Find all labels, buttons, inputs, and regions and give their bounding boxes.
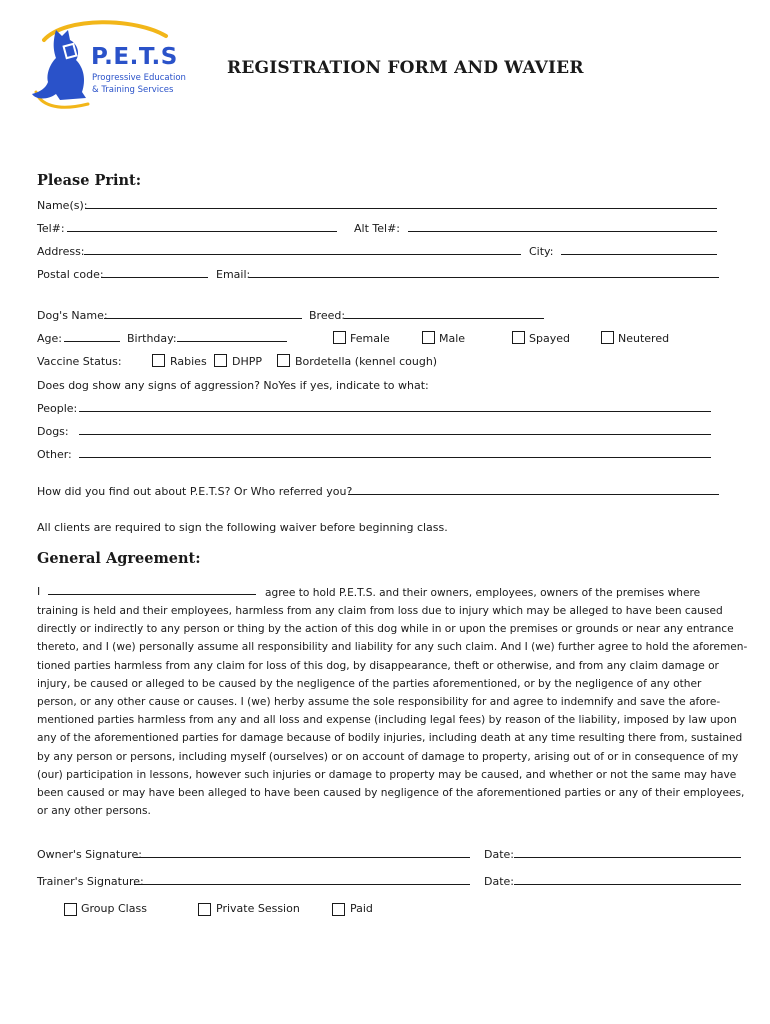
agreement-line: mentioned parties harmless from any and all loss and expense (including legal fees) by reason of the liability, imposed by law upon <box>37 714 737 727</box>
owner-signature-label: Owner's Signature: <box>37 848 142 861</box>
email-label: Email: <box>216 268 251 281</box>
logo-tagline-2: & Training Services <box>92 85 174 95</box>
group-class-checkbox[interactable] <box>64 903 77 916</box>
male-label: Male <box>439 332 466 345</box>
neutered-label: Neutered <box>618 332 670 345</box>
owner-signature-field[interactable] <box>134 857 470 858</box>
names-label: Name(s): <box>37 199 88 212</box>
vaccine-status-label: Vaccine Status: <box>37 355 122 368</box>
people-field[interactable] <box>79 411 711 412</box>
age-field[interactable] <box>64 341 120 342</box>
logo-tagline-1: Progressive Education <box>92 73 186 83</box>
agreement-body <box>37 602 748 820</box>
agreement-line: tioned parties harmless from any claim for loss of this dog, by disappearance, theft or otherwise, and from any claim damage or <box>37 659 719 672</box>
agreement-line: any of the aforementioned parties for damage because of bodily injuries, including death at any time resulting there from, sustained <box>37 732 743 745</box>
trainer-date-label: Date: <box>484 875 514 888</box>
agreement-line-1: agree to hold P.E.T.S. and their owners, employees, owners of the premises where <box>265 587 701 599</box>
aggression-yes-text: Yes if yes, indicate to what: <box>278 379 429 392</box>
agreement-name-field[interactable] <box>48 594 256 595</box>
female-label: Female <box>350 332 390 345</box>
postal-code-field[interactable] <box>101 277 208 278</box>
breed-field[interactable] <box>344 318 544 319</box>
trainer-signature-label: Trainer's Signature: <box>37 875 144 888</box>
owner-date-field[interactable] <box>514 857 741 858</box>
bordetella-checkbox[interactable] <box>277 354 290 367</box>
address-label: Address: <box>37 245 85 258</box>
age-label: Age: <box>37 332 62 345</box>
agreement-i: I <box>37 585 41 598</box>
agreement-line: person, or any other cause or causes. I (we) herby assume the sole responsibility for and agree to indemnify and save the afore- <box>37 696 721 709</box>
spayed-label: Spayed <box>529 332 570 345</box>
other-label: Other: <box>37 448 72 461</box>
agreement-line: or any other persons. <box>37 805 151 818</box>
alt-tel-field[interactable] <box>408 231 717 232</box>
other-field[interactable] <box>79 457 711 458</box>
owner-date-label: Date: <box>484 848 514 861</box>
alt-tel-label: Alt Tel#: <box>354 222 400 235</box>
waiver-notice: All clients are required to sign the following waiver before beginning class. <box>37 521 448 534</box>
postal-code-label: Postal code: <box>37 268 104 281</box>
referral-label: How did you find out about P.E.T.S? Or Who referred you? <box>37 485 353 498</box>
birthday-field[interactable] <box>177 341 287 342</box>
dhpp-label: DHPP <box>232 355 263 368</box>
agreement-line: (our) participation in lessons, however such injuries or damage to property may be caused, and whether or not the same may have <box>37 768 737 781</box>
private-session-checkbox[interactable] <box>198 903 211 916</box>
general-agreement-heading: General Agreement: <box>37 550 201 567</box>
dogs-field[interactable] <box>79 434 711 435</box>
bordetella-label: Bordetella (kennel cough) <box>295 355 438 368</box>
agreement-line: been caused or may have been alleged to have been caused by negligence of the aforementioned parties or any of their employees, <box>37 787 745 800</box>
logo-name: P.E.T.S <box>91 44 178 70</box>
aggression-question <box>37 379 429 393</box>
agreement-line: directly or indirectly to any person or thing by the action of this dog while in or upon the premises or grounds or near any entrance <box>37 623 734 636</box>
trainer-date-field[interactable] <box>514 884 741 885</box>
people-label: People: <box>37 402 78 415</box>
dog-name-label: Dog's Name: <box>37 309 108 322</box>
paid-label: Paid <box>350 902 373 915</box>
female-checkbox[interactable] <box>333 331 346 344</box>
agreement-line: injury, be caused or alleged to be caused by the negligence of the parties aforementioned, or by the negligence of any other <box>37 677 702 690</box>
birthday-label: Birthday: <box>127 332 177 345</box>
names-field[interactable] <box>85 208 717 209</box>
please-print-heading: Please Print: <box>37 172 142 189</box>
male-checkbox[interactable] <box>422 331 435 344</box>
dogs-label: Dogs: <box>37 425 69 438</box>
tel-field[interactable] <box>67 231 337 232</box>
dog-name-field[interactable] <box>104 318 302 319</box>
address-field[interactable] <box>84 254 521 255</box>
trainer-signature-field[interactable] <box>134 884 470 885</box>
breed-label: Breed: <box>309 309 346 322</box>
paid-checkbox[interactable] <box>332 903 345 916</box>
city-label: City: <box>529 245 554 258</box>
referral-field[interactable] <box>348 494 719 495</box>
agreement-line: thereto, and I (we) personally assume all responsibility and liability for any such claim. And I (we) further agree to hold the aforemen- <box>37 641 748 654</box>
agreement-line: training is held and their employees, harmless from any claim from loss due to injury which may be alleged to have been caused <box>37 605 723 617</box>
city-field[interactable] <box>561 254 717 255</box>
tel-label: Tel#: <box>37 222 65 235</box>
private-session-label: Private Session <box>216 902 300 915</box>
email-field[interactable] <box>249 277 719 278</box>
neutered-checkbox[interactable] <box>601 331 614 344</box>
spayed-checkbox[interactable] <box>512 331 525 344</box>
agreement-line: by any person or persons, including myself (ourselves) or on account of damage to property, arising out of or in consequence of my <box>37 750 739 763</box>
rabies-checkbox[interactable] <box>152 354 165 367</box>
rabies-label: Rabies <box>170 355 207 368</box>
group-class-label: Group Class <box>81 902 147 915</box>
dhpp-checkbox[interactable] <box>214 354 227 367</box>
aggression-question-text: Does dog show any signs of aggression? No <box>37 379 279 392</box>
page-title: REGISTRATION FORM AND WAVIER <box>227 58 584 78</box>
